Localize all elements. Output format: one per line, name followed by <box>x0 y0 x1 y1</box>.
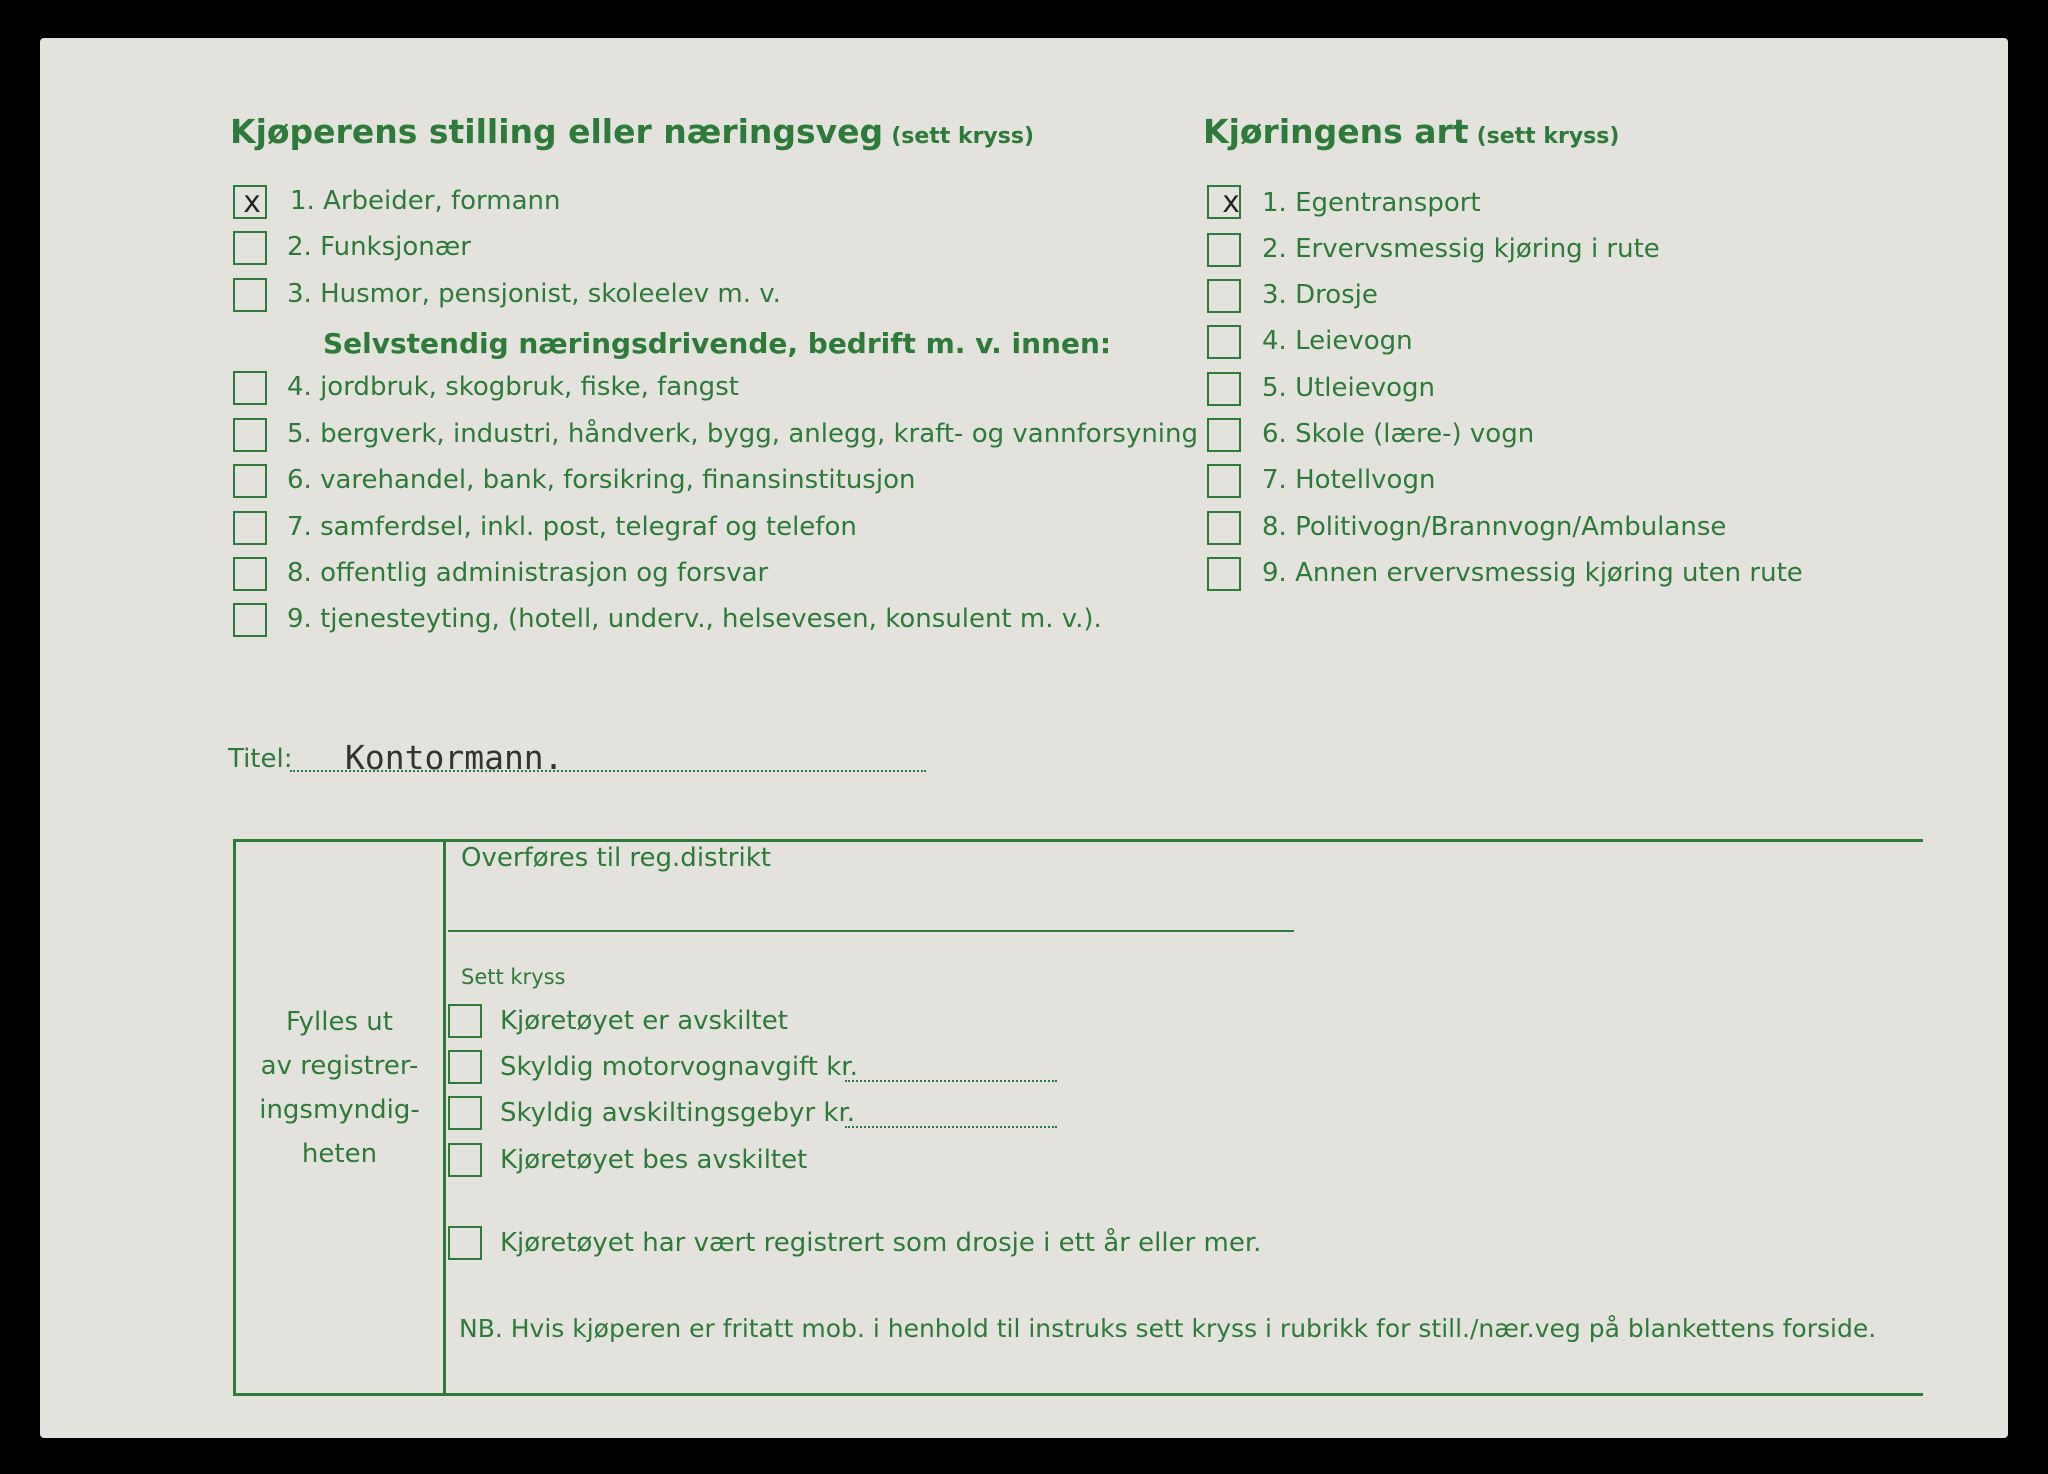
checkbox-bes-avskiltet[interactable] <box>448 1143 482 1177</box>
checkbox-drosje-ett-aar[interactable] <box>448 1226 482 1260</box>
nb-note: NB. Hvis kjøperen er fritatt mob. i henhold til instruks sett kryss i rubrikk for still./nær.veg på blankettens forside. <box>459 1314 1877 1343</box>
registry-item-5: Kjøretøyet har vært registrert som drosje i ett år eller mer. <box>500 1228 1262 1258</box>
checkbox-jordbruk[interactable] <box>233 371 267 405</box>
checkbox-husmor[interactable] <box>233 278 267 312</box>
occupation-item-1: 1. Arbeider, formann <box>290 186 561 216</box>
transfer-line[interactable] <box>448 930 1294 932</box>
right-section-heading: Kjøringens art (sett kryss) <box>1203 112 1620 151</box>
occupation-item-6: 6. varehandel, bank, forsikring, finansinstitusjon <box>287 465 916 495</box>
occupation-item-4: 4. jordbruk, skogbruk, fiske, fangst <box>287 372 739 402</box>
checkbox-bergverk[interactable] <box>233 418 267 452</box>
occupation-item-5: 5. bergverk, industri, håndverk, bygg, anlegg, kraft- og vannforsyning <box>287 419 1199 449</box>
checkbox-hotellvogn[interactable] <box>1207 464 1241 498</box>
occupation-item-3: 3. Husmor, pensjonist, skoleelev m. v. <box>287 279 781 309</box>
checkbox-avskiltingsgebyr[interactable] <box>448 1096 482 1130</box>
side-label-line-1: Fylles ut <box>286 1007 393 1037</box>
checkbox-leievogn[interactable] <box>1207 325 1241 359</box>
side-label-line-4: heten <box>301 1139 378 1169</box>
checkbox-politivogn[interactable] <box>1207 511 1241 545</box>
check-mark: x <box>1222 185 1241 220</box>
registry-item-1: Kjøretøyet er avskiltet <box>500 1006 788 1036</box>
driving-item-6: 6. Skole (lære-) vogn <box>1262 419 1535 449</box>
driving-item-5: 5. Utleievogn <box>1262 373 1436 403</box>
registry-box-divider <box>443 839 446 1395</box>
title-field-value[interactable]: Kontormann. <box>345 738 564 777</box>
checkbox-rute[interactable] <box>1207 233 1241 267</box>
motorvognavgift-amount-line[interactable] <box>845 1080 1057 1082</box>
driving-item-9: 9. Annen ervervsmessig kjøring uten rute <box>1262 558 1803 588</box>
occupation-item-2: 2. Funksjonær <box>287 232 471 262</box>
title-field-label: Titel: <box>228 744 293 774</box>
checkbox-varehandel[interactable] <box>233 464 267 498</box>
driving-item-4: 4. Leievogn <box>1262 326 1413 356</box>
checkbox-drosje[interactable] <box>1207 279 1241 313</box>
driving-item-2: 2. Ervervsmessig kjøring i rute <box>1262 234 1660 264</box>
checkbox-samferdsel[interactable] <box>233 511 267 545</box>
registry-item-2: Skyldig motorvognavgift kr. <box>500 1052 858 1082</box>
self-employed-subheading: Selvstendig næringsdrivende, bedrift m. v. innen: <box>323 327 1112 360</box>
left-section-heading: Kjøperens stilling eller næringsveg (sett kryss) <box>230 112 1035 151</box>
driving-item-8: 8. Politivogn/Brannvogn/Ambulanse <box>1262 512 1727 542</box>
transfer-label: Overføres til reg.distrikt <box>461 843 771 873</box>
check-mark: x <box>243 185 262 220</box>
checkbox-annen[interactable] <box>1207 557 1241 591</box>
occupation-item-7: 7. samferdsel, inkl. post, telegraf og telefon <box>287 512 857 542</box>
checkbox-tjenesteyting[interactable] <box>233 603 267 637</box>
side-label-line-3: ingsmyndig- <box>259 1095 420 1125</box>
registry-side-label <box>236 1000 443 1176</box>
checkbox-avskiltet[interactable] <box>448 1004 482 1038</box>
driving-item-3: 3. Drosje <box>1262 280 1378 310</box>
side-label-line-2: av registrer- <box>260 1051 419 1081</box>
avskiltingsgebyr-amount-line[interactable] <box>845 1126 1057 1128</box>
checkbox-offentlig[interactable] <box>233 557 267 591</box>
registry-item-3: Skyldig avskiltingsgebyr kr. <box>500 1098 856 1128</box>
check-note: Sett kryss <box>461 965 566 989</box>
registry-item-4: Kjøretøyet bes avskiltet <box>500 1145 808 1175</box>
driving-item-7: 7. Hotellvogn <box>1262 465 1436 495</box>
right-heading-note: (sett kryss) <box>1476 124 1620 149</box>
registry-box-top <box>233 839 1923 842</box>
checkbox-funksjonaer[interactable] <box>233 231 267 265</box>
checkbox-motorvognavgift[interactable] <box>448 1050 482 1084</box>
checkbox-skolevogn[interactable] <box>1207 418 1241 452</box>
driving-item-1: 1. Egentransport <box>1262 188 1481 218</box>
occupation-item-9: 9. tjenesteyting, (hotell, underv., helsevesen, konsulent m. v.). <box>287 604 1102 634</box>
occupation-item-8: 8. offentlig administrasjon og forsvar <box>287 558 769 588</box>
left-heading-note: (sett kryss) <box>891 124 1035 149</box>
registry-box-bottom <box>233 1393 1923 1396</box>
checkbox-utleievogn[interactable] <box>1207 372 1241 406</box>
